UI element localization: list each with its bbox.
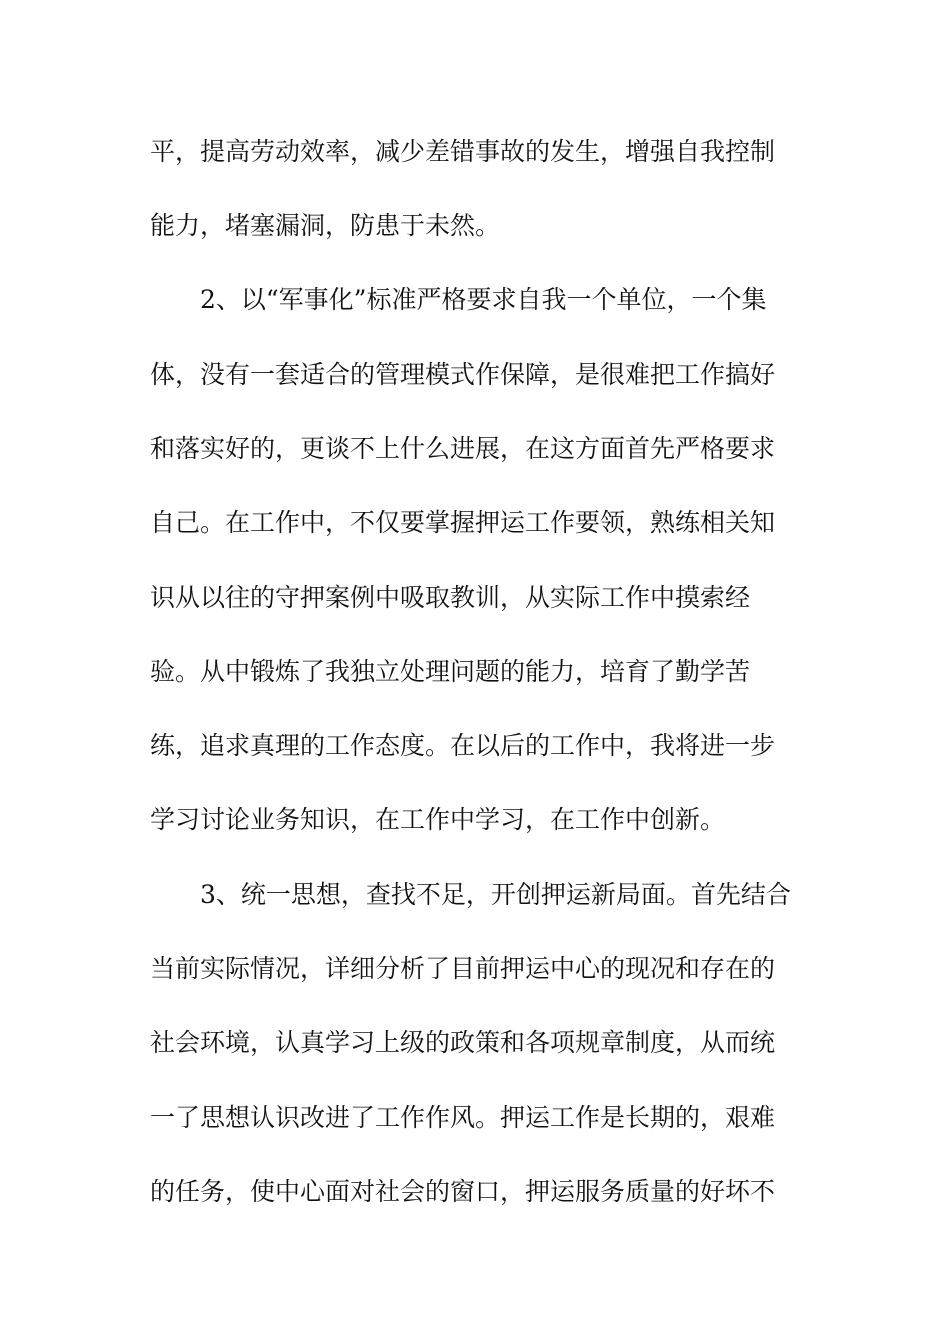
text-line: 当前实际情况，详细分析了目前押运中心的现况和存在的: [150, 954, 776, 983]
paragraph-start-line: 3、统一思想，查找不足，开创押运新局面。首先结合: [200, 880, 791, 909]
text-line: 社会环境，认真学习上级的政策和各项规章制度，从而统: [150, 1028, 776, 1057]
text-line: 体，没有一套适合的管理模式作保障，是很难把工作搞好: [150, 360, 776, 389]
text-line: 能力，堵塞漏洞，防患于未然。: [150, 211, 501, 240]
text-line: 验。从中锻炼了我独立处理问题的能力，培育了勤学苦: [150, 657, 751, 686]
text-line: 识从以往的守押案例中吸取教训，从实际工作中摸索经: [150, 583, 751, 612]
text-line: 练，追求真理的工作态度。在以后的工作中，我将进一步: [150, 731, 776, 760]
text-line: 的任务，使中心面对社会的窗口，押运服务质量的好坏不: [150, 1177, 776, 1206]
text-line: 和落实好的，更谈不上什么进展，在这方面首先严格要求: [150, 434, 776, 463]
text-line: 一了思想认识改进了工作作风。押运工作是长期的，艰难: [150, 1103, 776, 1132]
text-line: 学习讨论业务知识，在工作中学习，在工作中创新。: [150, 805, 726, 834]
paragraph-start-line: 2、以“军事化”标准严格要求自我一个单位，一个集: [200, 285, 767, 314]
text-line: 平，提高劳动效率，减少差错事故的发生，增强自我控制: [150, 137, 776, 166]
text-line: 自己。在工作中，不仅要掌握押运工作要领，熟练相关知: [150, 508, 776, 537]
